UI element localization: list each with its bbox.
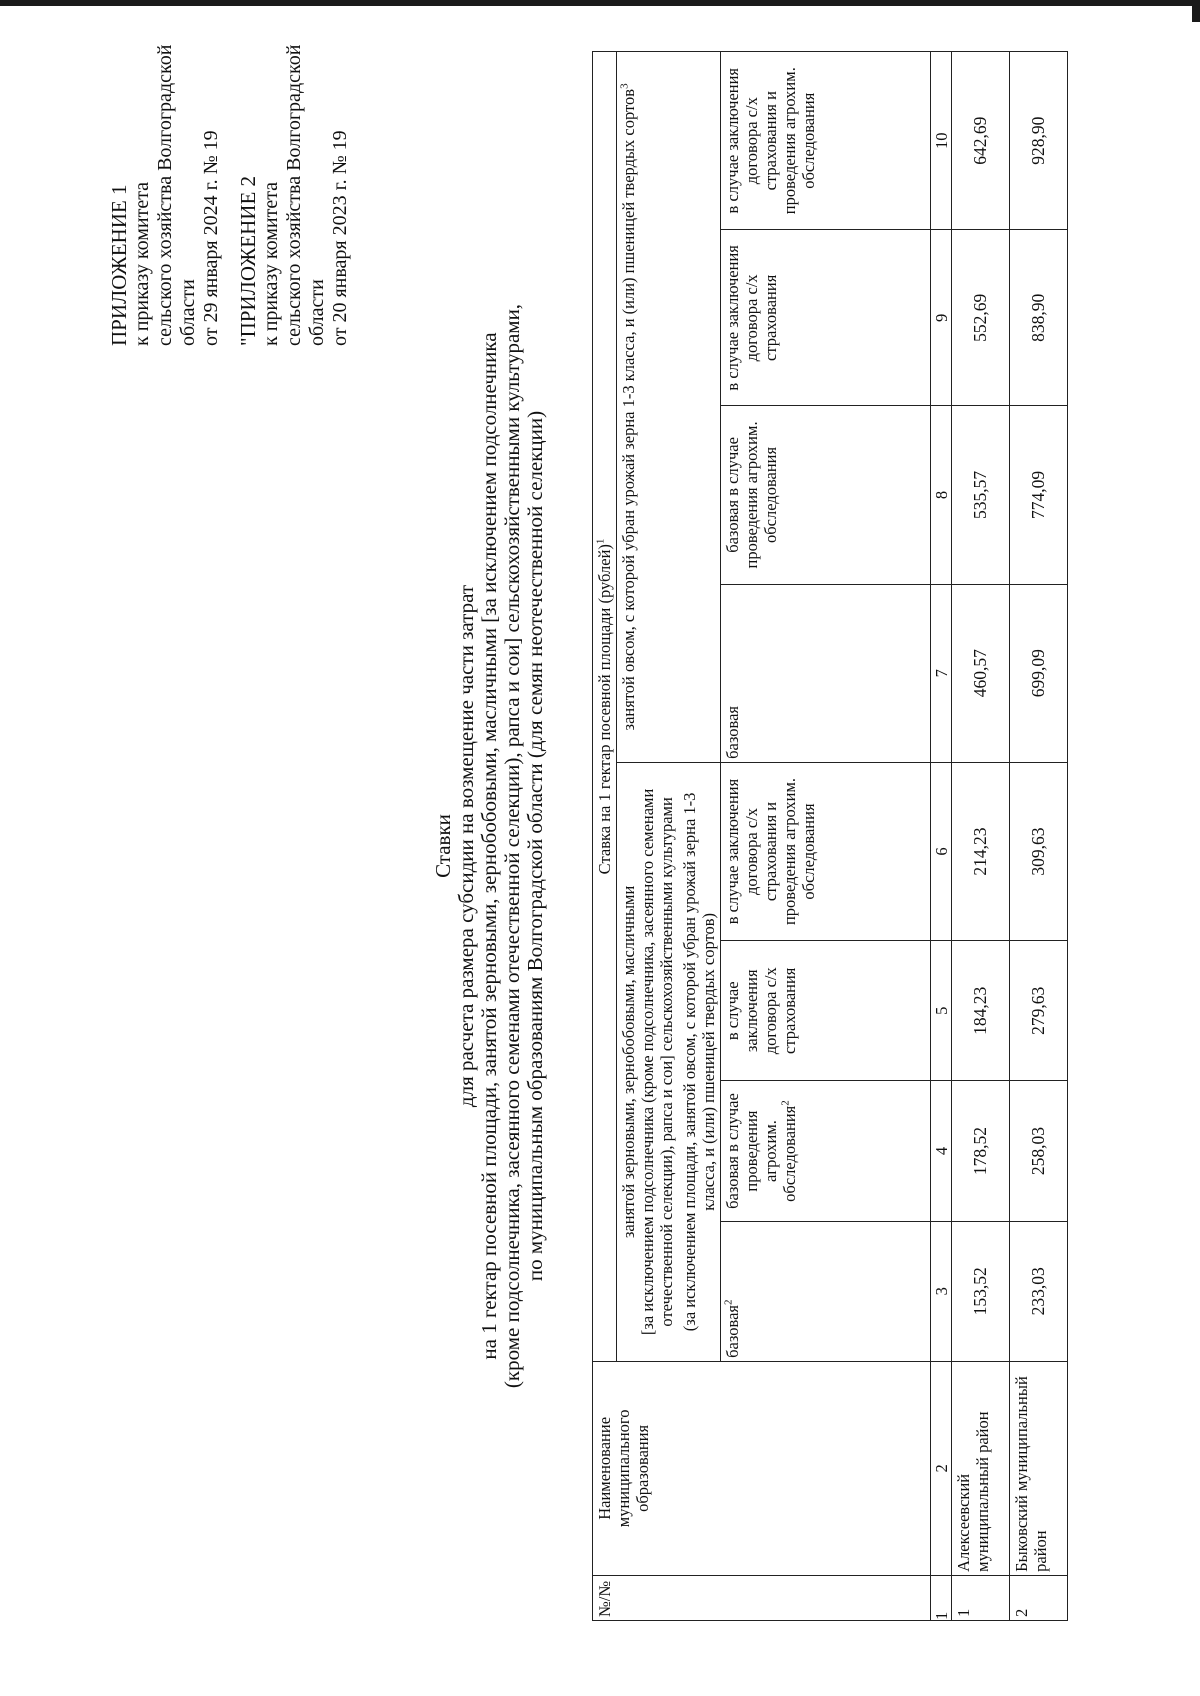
rate-value: 838,90: [1010, 230, 1068, 406]
rates-table: [592, 51, 1068, 1621]
title-line: для расчета размера субсидии на возмещение части затрат: [454, 584, 478, 1108]
subheader-insurance-agro: в случае заключения договора с/х страхования и проведения агрохим. обследования: [721, 762, 931, 940]
rate-value: 214,23: [952, 762, 1010, 940]
subheader-insurance: в случае заключения договора с/х страхования: [721, 230, 931, 406]
title-line: по муниципальным образованиям Волгоградской области (для семян неотечественной селекции): [523, 410, 547, 1282]
row-municipality: Алексеевский муниципальный район: [952, 1361, 1010, 1575]
appendix2-line: сельского хозяйства Волгоградской: [283, 44, 305, 346]
column-index: 6: [931, 762, 952, 940]
appendix1-line: сельского хозяйства Волгоградской: [154, 44, 176, 346]
header-municipality: Наименование муниципального образования: [593, 1361, 931, 1575]
title-heading: Ставки: [431, 814, 455, 878]
header-group-grain: занятой зерновыми, зернобобовыми, масличными [за исключением подсолнечника (кроме подсолнечника, засеянного семенами отечественной селекции), рапса и сои] сельскохозяйственными культурами (за исключением площади, занятой овсом, с которой убран урожай зерна 1-3 класса, и (или) пшеницей твердых сортов): [617, 762, 721, 1361]
column-index-row: [931, 52, 952, 1621]
appendix-header: [108, 16, 352, 346]
column-index: 4: [931, 1081, 952, 1221]
table-row: [1010, 52, 1068, 1621]
rate-value: 928,90: [1010, 52, 1068, 230]
rate-value: 233,03: [1010, 1221, 1068, 1361]
rate-value: 178,52: [952, 1081, 1010, 1221]
rate-value: 184,23: [952, 941, 1010, 1081]
header-num: №/№: [593, 1575, 931, 1620]
rate-value: 774,09: [1010, 406, 1068, 584]
subheader-base: базовая: [721, 584, 931, 762]
column-index: 7: [931, 584, 952, 762]
rate-value: 460,57: [952, 584, 1010, 762]
rate-value: 309,63: [1010, 762, 1068, 940]
subheader-insurance: в случае заключения договора с/х страхования: [721, 941, 931, 1081]
appendix1-title: ПРИЛОЖЕНИЕ 1: [107, 184, 131, 346]
appendix2-line: области: [306, 279, 328, 346]
header-rate: Ставка на 1 гектар посевной площади (рублей)$^1$: [593, 52, 617, 1362]
column-index: 10: [931, 52, 952, 230]
row-number: 2: [1010, 1575, 1068, 1620]
appendix1-line: к приказу комитета: [131, 181, 153, 346]
subheader-base: базовая$^2$: [721, 1221, 931, 1361]
subheader-insurance-agro: в случае заключения договора с/х страхования и проведения агрохим. обследования: [721, 52, 931, 230]
column-index: 2: [931, 1361, 952, 1575]
column-index: 8: [931, 406, 952, 584]
document-title: [432, 136, 547, 1556]
appendix2-line: к приказу комитета: [260, 181, 282, 346]
appendix1-line: области: [177, 279, 199, 346]
header-group-oats: занятой овсом, с которой убран урожай зерна 1-3 класса, и (или) пшеницей твердых сортов$^3$: [617, 52, 721, 763]
subheader-base-agro: базовая в случае проведения агрохим. обследования$^2$: [721, 1081, 931, 1221]
subheader-base-agro: базовая в случае проведения агрохим. обследования: [721, 406, 931, 584]
rate-value: 258,03: [1010, 1081, 1068, 1221]
title-line: (кроме подсолнечника, засеянного семенами отечественной селекции), рапса и сои] сельскохозяйственными культурами,: [500, 303, 524, 1389]
row-municipality: Быковский муниципальный район: [1010, 1361, 1068, 1575]
appendix2-title: "ПРИЛОЖЕНИЕ 2: [236, 175, 260, 346]
column-index: 1: [931, 1575, 952, 1620]
rate-value: 552,69: [952, 230, 1010, 406]
appendix2-date: от 20 января 2023 г. № 19: [329, 130, 351, 346]
table-row: [952, 52, 1010, 1621]
row-number: 1: [952, 1575, 1010, 1620]
rate-value: 642,69: [952, 52, 1010, 230]
title-line: на 1 гектар посевной площади, занятой зерновыми, зернобобовыми, масличными [за исключением подсолнечника: [477, 332, 501, 1360]
rate-value: 279,63: [1010, 941, 1068, 1081]
rate-value: 535,57: [952, 406, 1010, 584]
column-index: 5: [931, 941, 952, 1081]
rate-value: 699,09: [1010, 584, 1068, 762]
appendix1-date: от 29 января 2024 г. № 19: [200, 130, 222, 346]
column-index: 9: [931, 230, 952, 406]
rate-value: 153,52: [952, 1221, 1010, 1361]
column-index: 3: [931, 1221, 952, 1361]
